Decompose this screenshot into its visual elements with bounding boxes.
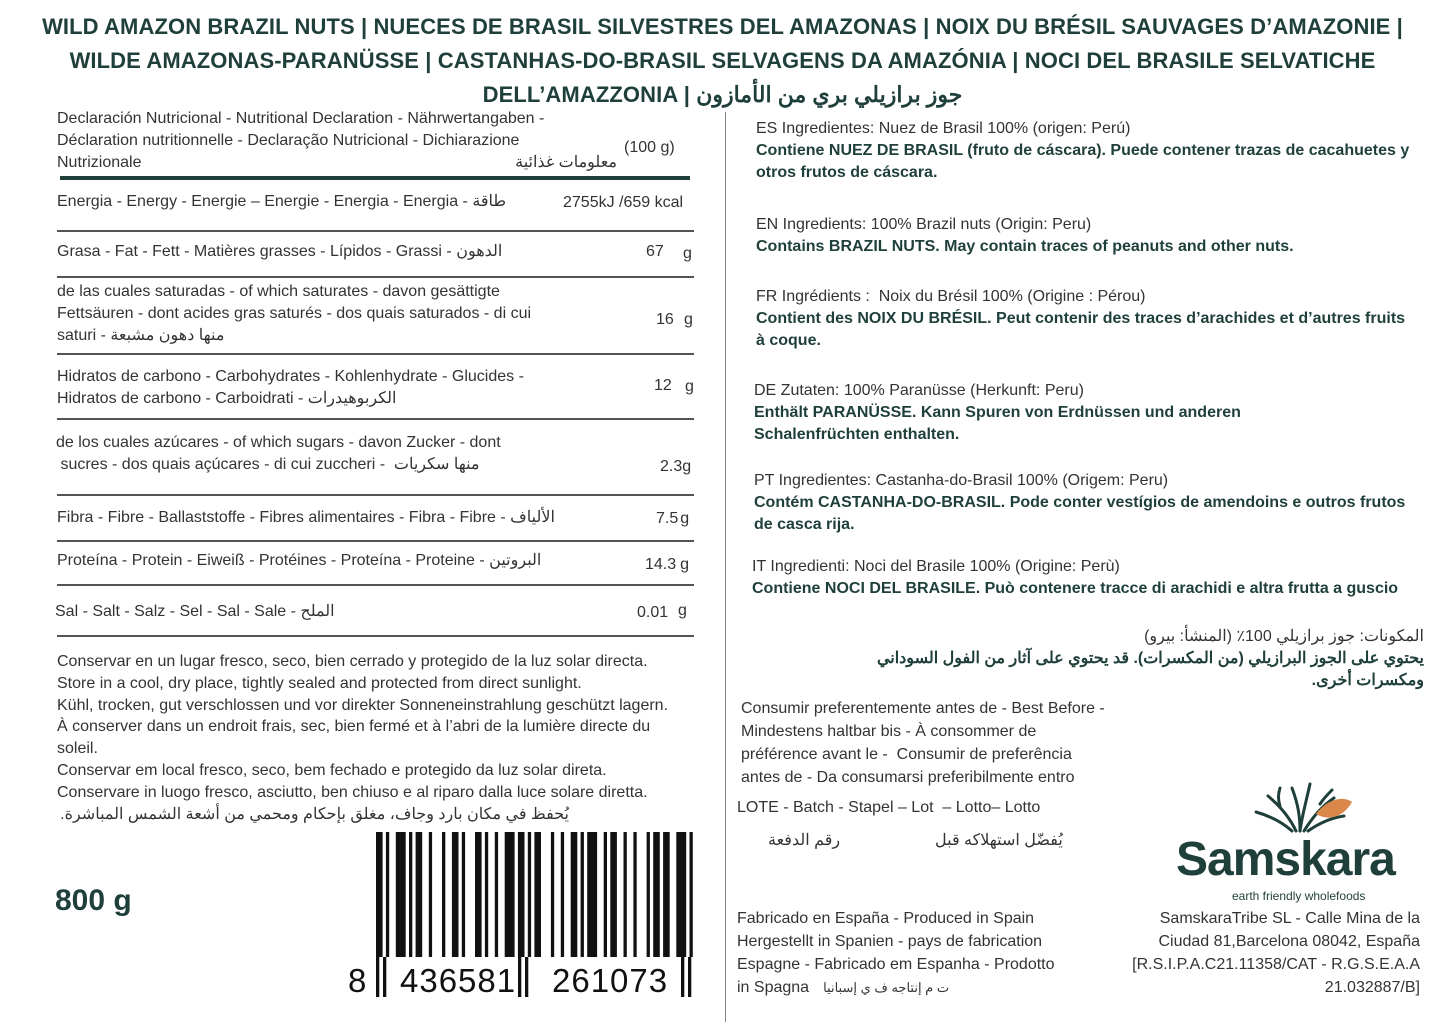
- storage-instructions: [57, 651, 717, 825]
- fibre-unit: g: [680, 510, 690, 527]
- best-before-line-4: antes de - Da consumarsi preferibilmente entro: [741, 769, 1075, 786]
- carbohydrates-line-2: Hidratos de carbono - Carboidrati - الكربوهيدرات: [57, 390, 397, 407]
- ingredients-ar: [752, 626, 1424, 692]
- made-in-line-1: Fabricado en España - Produced in Spain: [737, 910, 1035, 927]
- allergen-de-line-2: Schalenfrüchten enthalten.: [754, 426, 960, 443]
- sugars-label: [56, 432, 616, 476]
- saturates-unit: g: [684, 311, 693, 328]
- ingredients-es-text: ES Ingredientes: Nuez de Brasil 100% (origen: Perú): [756, 120, 1131, 137]
- storage-it: Conservare in luogo fresco, asciutto, ben chiuso e al riparo dalla luce solare diretta.: [57, 783, 648, 801]
- allergen-pt-line-1: Contém CASTANHA-DO-BRASIL. Pode conter vestígios de amendoins e outros frutos: [754, 494, 1406, 511]
- best-before-line-2: Mindestens haltbar bis - À consommer de: [741, 723, 1037, 740]
- saturates-line-3: saturi - منها دهون مشبعة: [57, 327, 225, 344]
- title-line-1: WILD AMAZON BRAZIL NUTS | NUECES DE BRASIL SILVESTRES DEL AMAZONAS | NOIX DU BRÉSIL SAUVAGES D’AMAZONIE |: [42, 14, 1403, 39]
- barcode-guard-bar: [688, 957, 691, 997]
- fat-value: 67: [646, 243, 664, 260]
- made-in-line-3: Espagne - Fabricado em Espanha - Prodotto: [737, 956, 1055, 973]
- salt-unit: g: [678, 602, 687, 619]
- salt-label: Sal - Salt - Salz - Sel - Sal - Sale - الملح: [55, 603, 335, 620]
- allergen-fr-line-2: à coque.: [756, 332, 821, 349]
- nutrition-header: [57, 108, 617, 174]
- barcode-digit-first: 8: [348, 962, 368, 999]
- ingredients-it: [752, 556, 1398, 600]
- fibre-value: [656, 508, 689, 530]
- saturates-line-2: Fettsäuren - dont acides gras saturés - dos quais saturados - di cui: [57, 305, 532, 322]
- ingredients-pt: [754, 470, 1405, 536]
- row-divider: [57, 418, 694, 420]
- storage-en: Store in a cool, dry place, tightly sealed and protected from direct sunlight.: [57, 674, 582, 692]
- made-in-line-4: in Spagna: [737, 979, 810, 996]
- sugars-number: 2.3: [660, 458, 683, 475]
- address-line-4: 21.032887/B]: [1324, 979, 1420, 996]
- allergen-ar-line-2: ومكسرات أخرى.: [1311, 672, 1424, 689]
- best-before-line-1: Consumir preferentemente antes de - Best Before -: [741, 700, 1105, 717]
- ingredients-fr-text: FR Ingrédients : Noix du Brésil 100% (Origine : Pérou): [756, 288, 1146, 305]
- carbohydrates-label: [57, 366, 617, 410]
- address-line-2: Ciudad 81,Barcelona 08042, España: [1158, 933, 1420, 950]
- protein-value: [645, 554, 689, 576]
- title-line-2: WILDE AMAZONAS-PARANÜSSE | CASTANHAS-DO-BRASIL SELVAGENS DA AMAZÓNIA | NOCI DEL BRASILE SELVATICHE: [69, 48, 1376, 73]
- allergen-it-line-1: Contiene NOCI DEL BRASILE. Può contenere tracce di arachidi e altra frutta a guscio: [752, 580, 1399, 597]
- made-in-arabic: ت م إنتاجه ف ي إسبانيا: [823, 980, 950, 995]
- ingredients-en: [756, 214, 1294, 258]
- barcode-guard-bar: [383, 957, 386, 997]
- barcode-group-right: 261073: [552, 962, 669, 999]
- ingredients-pt-text: PT Ingredientes: Castanha-do-Brasil 100% (Origem: Peru): [754, 472, 1169, 489]
- carbohydrates-value: 12: [654, 377, 672, 394]
- fat-unit: g: [683, 245, 692, 262]
- best-before-arabic: يُفضّل استهلاكه قبل: [935, 832, 1063, 849]
- allergen-fr-line-1: Contient des NOIX DU BRÉSIL. Peut contenir des traces d’arachides et d’autres fruits: [756, 310, 1406, 327]
- row-divider: [57, 276, 694, 278]
- carbohydrates-unit: g: [685, 378, 694, 395]
- saturates-label: [57, 281, 617, 347]
- allergen-pt-line-2: de casca rija.: [754, 516, 855, 533]
- country-of-origin: [737, 907, 1117, 999]
- allergen-es-line-1: Contiene NUEZ DE BRASIL (fruto de cáscara). Puede contener trazas de cacahuetes y: [756, 142, 1410, 159]
- brand-tagline: earth friendly wholefoods: [1232, 889, 1366, 903]
- allergen-ar-line-1: يحتوي على الجوز البرازيلي (من المكسرات). قد يحتوي على آثار من الفول السوداني: [876, 650, 1424, 667]
- nutrition-header-line-1: Declaración Nutricional - Nutritional Declaration - Nährwertangaben -: [57, 110, 545, 127]
- made-in-line-2: Hergestellt in Spanien - pays de fabrication: [737, 933, 1043, 950]
- storage-pt: Conservar em local fresco, seco, bem fechado e protegido da luz solar direta.: [57, 761, 607, 779]
- fat-label: Grasa - Fat - Fett - Matières grasses - Lípidos - Grassi - الدهون: [57, 243, 503, 260]
- fibre-number: 7.5: [656, 510, 679, 527]
- storage-fr-cont: soleil.: [57, 740, 98, 758]
- allergen-es-line-2: otros frutos de cáscara.: [756, 164, 938, 181]
- carbohydrates-line-1: Hidratos de carbono - Carbohydrates - Kohlenhydrate - Glucides -: [57, 368, 524, 385]
- sugars-line-2: sucres - dos quais açúcares - di cui zuccheri - منها سكريات: [56, 456, 480, 473]
- barcode-group-left: 436581: [400, 962, 517, 999]
- row-divider: [57, 540, 694, 542]
- company-address: [1100, 907, 1420, 999]
- row-divider: [57, 635, 694, 637]
- ingredients-fr: [756, 286, 1405, 352]
- product-title: [0, 10, 1445, 112]
- ingredients-ar-text: المكونات: جوز برازيلي 100٪ (المنشأ: بيرو): [1144, 628, 1424, 645]
- ingredients-en-text: EN Ingredients: 100% Brazil nuts (Origin: Peru): [756, 216, 1092, 233]
- sugars-value: [660, 456, 691, 478]
- energy-value: 2755kJ /659 kcal: [563, 194, 684, 211]
- lot-label: LOTE - Batch - Stapel – Lot – Lotto– Lotto: [737, 799, 1041, 816]
- ingredients-de: [754, 380, 1241, 446]
- storage-fr: À conserver dans un endroit frais, sec, bien fermé et à l’abri de la lumière directe du: [57, 718, 651, 736]
- header-divider: [60, 176, 690, 180]
- saturates-value: 16: [656, 311, 674, 328]
- salt-value: 0.01: [637, 604, 669, 621]
- ingredients-it-text: IT Ingredienti: Noci del Brasile 100% (Origine: Perù): [752, 558, 1120, 575]
- storage-es: Conservar en un lugar fresco, seco, bien cerrado y protegido de la luz solar directa.: [57, 653, 648, 670]
- protein-label: Proteína - Protein - Eiweiß - Protéines - Proteína - Proteine - البروتين: [57, 552, 542, 569]
- column-divider: [725, 112, 726, 1022]
- allergen-en-line-1: Contains BRAZIL NUTS. May contain traces of peanuts and other nuts.: [756, 238, 1294, 255]
- barcode-guard-bar: [518, 957, 521, 997]
- ingredients-es: [756, 118, 1409, 184]
- nutrition-header-line-3: Nutrizionale: [57, 154, 142, 171]
- samskara-logo-icon: [1240, 776, 1360, 836]
- barcode-guard-bar: [681, 957, 684, 997]
- row-divider: [57, 230, 694, 232]
- row-divider: [57, 494, 694, 496]
- ingredients-de-text: DE Zutaten: 100% Paranüsse (Herkunft: Peru): [754, 382, 1084, 399]
- energy-label: Energia - Energy - Energie – Energie - Energia - Energia - طاقة: [57, 193, 507, 210]
- sugars-line-1: de los cuales azúcares - of which sugars - davon Zucker - dont: [56, 434, 501, 451]
- nutrition-header-arabic: معلومات غذائية: [515, 154, 617, 171]
- address-line-1: SamskaraTribe SL - Calle Mina de la: [1159, 910, 1420, 927]
- brand-name: Samskara: [1176, 833, 1395, 886]
- saturates-line-1: de las cuales saturadas - of which saturates - davon gesättigte: [57, 283, 500, 300]
- fibre-label: Fibra - Fibre - Ballaststoffe - Fibres alimentaires - Fibra - Fibre - الألياف: [57, 509, 555, 526]
- barcode-guard-bar: [525, 957, 528, 997]
- nutrition-header-line-2: Déclaration nutritionnelle - Declaração Nutricional - Dichiarazione: [57, 132, 520, 149]
- storage-de: Kühl, trocken, gut verschlossen und vor direkter Sonneneinstrahlung geschützt lagern.: [57, 696, 669, 714]
- row-divider: [57, 584, 694, 586]
- allergen-de-line-1: Enthält PARANÜSSE. Kann Spuren von Erdnüssen und anderen: [754, 404, 1241, 421]
- title-line-3: DELL’AMAZZONIA | جوز برازيلي بري من الأمازون: [482, 82, 963, 107]
- barcode-guard-bar: [376, 957, 379, 997]
- protein-number: 14.3: [645, 556, 677, 573]
- best-before: [741, 697, 1141, 789]
- storage-ar: يُحفظ في مكان بارد وجاف، مغلق بإحكام ومحمي من أشعة الشمس المباشرة.: [60, 805, 569, 823]
- net-weight: 800 g: [55, 884, 132, 917]
- row-divider: [57, 353, 694, 355]
- best-before-line-3: préférence avant le - Consumir de preferência: [741, 746, 1072, 763]
- nutrition-per-100g: (100 g): [624, 139, 675, 156]
- protein-unit: g: [680, 556, 690, 573]
- address-line-3: [R.S.I.P.A.C21.11358/CAT - R.G.S.E.A.A: [1132, 956, 1420, 973]
- lot-label-arabic: رقم الدفعة: [768, 832, 841, 849]
- sugars-unit: g: [682, 458, 692, 475]
